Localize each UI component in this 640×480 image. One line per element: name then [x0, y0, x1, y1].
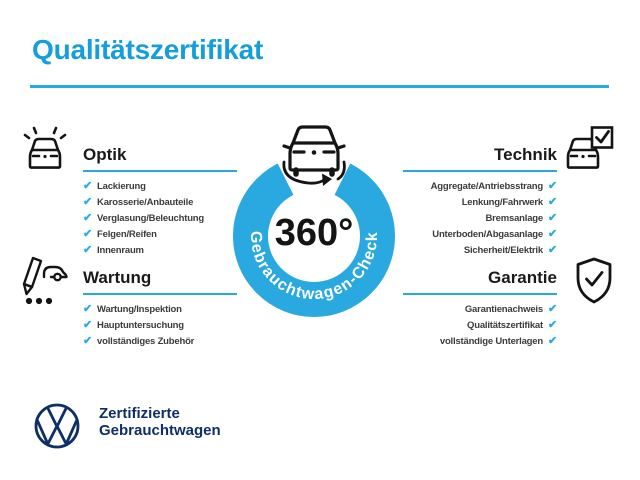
checklist-item-label: Felgen/Reifen — [97, 228, 157, 240]
check-icon: ✔ — [83, 195, 93, 208]
checklist-item-label: Karosserie/Anbauteile — [97, 196, 194, 208]
section-garantie-heading: Garantie — [403, 268, 557, 295]
checklist-item-label: Qualitätszertifikat — [467, 319, 543, 331]
checklist-item — [403, 194, 557, 210]
page-title: Qualitätszertifikat — [32, 34, 264, 65]
vw-logo — [33, 402, 81, 450]
checklist-item-label: Innenraum — [97, 244, 144, 256]
check-icon: ✔ — [547, 334, 557, 347]
section-technik — [403, 145, 557, 258]
check-icon: ✔ — [83, 211, 93, 224]
brand-claim-line1: Zertifizierte — [99, 405, 180, 422]
checklist-item — [403, 301, 557, 317]
checklist-item — [403, 178, 557, 194]
checklist-item-label: Aggregate/Antriebsstrang — [430, 180, 543, 192]
title-divider — [30, 85, 609, 88]
car-checkbox-icon — [562, 126, 614, 170]
check-icon: ✔ — [547, 243, 557, 256]
checklist-item — [403, 242, 557, 258]
check-icon: ✔ — [83, 318, 93, 331]
check-icon: ✔ — [547, 195, 557, 208]
checklist-item — [403, 210, 557, 226]
check-icon: ✔ — [547, 302, 557, 315]
brand-claim-line2: Gebrauchtwagen — [99, 422, 221, 439]
check-icon: ✔ — [547, 227, 557, 240]
checklist-item — [403, 226, 557, 242]
checklist-item-label: Sicherheit/Elektrik — [463, 244, 543, 256]
check-icon: ✔ — [83, 302, 93, 315]
checklist-item-label: Hauptuntersuchung — [97, 319, 184, 331]
checklist-item-label: Verglasung/Beleuchtung — [97, 212, 205, 224]
check-icon: ✔ — [547, 318, 557, 331]
section-wartung-heading: Wartung — [83, 268, 237, 295]
check-icon: ✔ — [83, 227, 93, 240]
section-garantie-items — [403, 301, 557, 349]
badge-ring-label-curved: Gebrauchtwagen-Check — [246, 230, 382, 304]
check-icon: ✔ — [83, 243, 93, 256]
check-icon: ✔ — [547, 179, 557, 192]
badge-360-check — [204, 110, 424, 370]
car-front-lights-icon — [22, 126, 68, 170]
badge-degrees-label: 360° — [274, 212, 354, 254]
service-checklist-icon — [20, 256, 70, 308]
checklist-item-label: Garantienachweis — [464, 303, 543, 315]
section-technik-items — [403, 178, 557, 258]
check-icon: ✔ — [83, 179, 93, 192]
checklist-item-label: Bremsanlage — [485, 212, 543, 224]
checklist-item-label: Wartung/Inspektion — [97, 303, 182, 315]
checklist-item-label: Unterboden/Abgasanlage — [432, 228, 543, 240]
checklist-item-label: vollständige Unterlagen — [439, 335, 543, 347]
section-technik-heading: Technik — [403, 145, 557, 172]
check-icon: ✔ — [547, 211, 557, 224]
checklist-item — [403, 333, 557, 349]
checklist-item-label: vollständiges Zubehör — [97, 335, 195, 347]
section-optik-heading: Optik — [83, 145, 237, 172]
checklist-item-label: Lackierung — [97, 180, 146, 192]
checklist-item — [403, 317, 557, 333]
check-icon: ✔ — [83, 334, 93, 347]
checklist-item-label: Lenkung/Fahrwerk — [461, 196, 543, 208]
shield-check-icon — [573, 256, 615, 306]
section-garantie — [403, 268, 557, 349]
brand-claim — [99, 405, 221, 439]
